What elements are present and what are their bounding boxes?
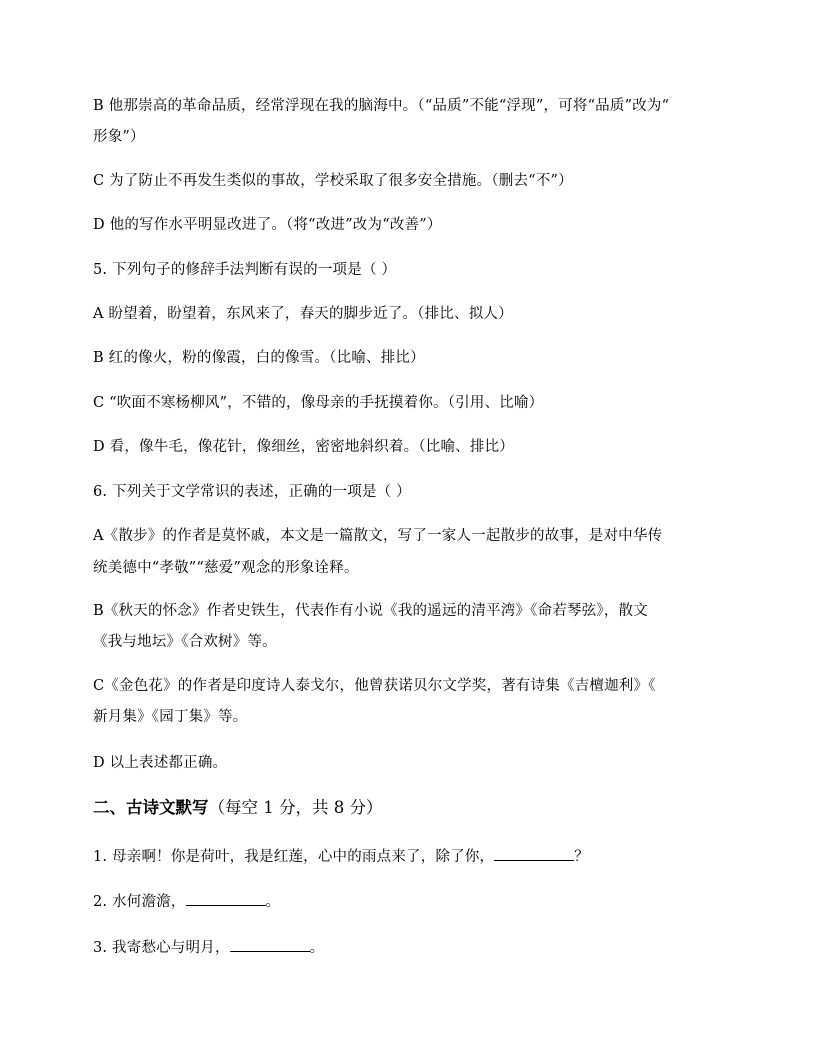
q4-option-b-line1: B 他那崇高的革命品质，经常浮现在我的脑海中。（“品质”不能“浮现”，可将“品质”改为“ <box>93 98 670 114</box>
q6-option-c-line1: C《金色花》的作者是印度诗人泰戈尔，他曾获诺贝尔文学奖，著有诗集《吉檀迦利》《 <box>93 678 656 694</box>
fill-blank-2 <box>93 891 733 912</box>
q6-option-a-line2: 统美德中“孝敬”“慈爱”观念的形象诠释。 <box>93 560 359 576</box>
fill-blank-1-suffix: ？ <box>574 849 589 865</box>
q5-option-d: D 看，像牛毛，像花针，像细丝，密密地斜织着。（比喻、排比） <box>93 439 514 455</box>
q6-option-c-line2: 新月集》《园丁集》等。 <box>93 709 248 725</box>
q6-option-a-line1: A《散步》的作者是莫怀戚，本文是一篇散文，写了一家人一起散步的故事，是对中华传 <box>93 528 663 544</box>
q6-option-b-line1: B《秋天的怀念》作者史铁生，代表作有小说《我的遥远的清平湾》《命若琴弦》，散文 <box>93 603 648 619</box>
fill-blank-3-prefix: 3. 我寄愁心与明月， <box>93 940 230 956</box>
q6-option-b-line2: 《我与地坛》《合欢树》等。 <box>93 634 277 650</box>
fill-blank-1 <box>93 846 733 867</box>
fill-blank-3 <box>93 937 733 958</box>
fill-blank-2-suffix: 。 <box>265 894 281 910</box>
section-2-score-note: （每空 1 分，共 8 分） <box>208 798 383 817</box>
fill-blank-2-prefix: 2. 水何澹澹， <box>93 894 186 910</box>
answer-blank-1[interactable] <box>494 846 574 861</box>
fill-blank-3-suffix: 。 <box>309 940 325 956</box>
section-2-title: 二、古诗文默写 <box>93 798 209 817</box>
q5-stem: 5. 下列句子的修辞手法判断有误的一项是（ ） <box>93 262 397 278</box>
answer-blank-2[interactable] <box>186 891 266 906</box>
q5-option-a: A 盼望着，盼望着，东风来了，春天的脚步近了。（排比、拟人） <box>93 306 513 322</box>
q4-option-d: D 他的写作水平明显改进了。（将“改进”改为“改善”） <box>93 217 442 233</box>
answer-blank-3[interactable] <box>230 937 310 952</box>
section-2-heading <box>93 797 733 819</box>
q5-option-c: C “吹面不寒杨柳风”，不错的，像母亲的手抚摸着你。（引用、比喻） <box>93 395 544 411</box>
q4-option-c: C 为了防止不再发生类似的事故，学校采取了很多安全措施。（删去“不”） <box>93 173 573 189</box>
q6-option-d: D 以上表述都正确。 <box>93 755 228 771</box>
fill-blank-1-prefix: 1. 母亲啊！你是荷叶，我是红莲，心中的雨点来了，除了你， <box>93 849 495 865</box>
q4-option-b-line2: 形象”） <box>93 129 145 145</box>
q5-option-b: B 红的像火，粉的像霞，白的像雪。（比喻、排比） <box>93 350 425 366</box>
q6-stem: 6. 下列关于文学常识的表述，正确的一项是（ ） <box>93 484 411 500</box>
